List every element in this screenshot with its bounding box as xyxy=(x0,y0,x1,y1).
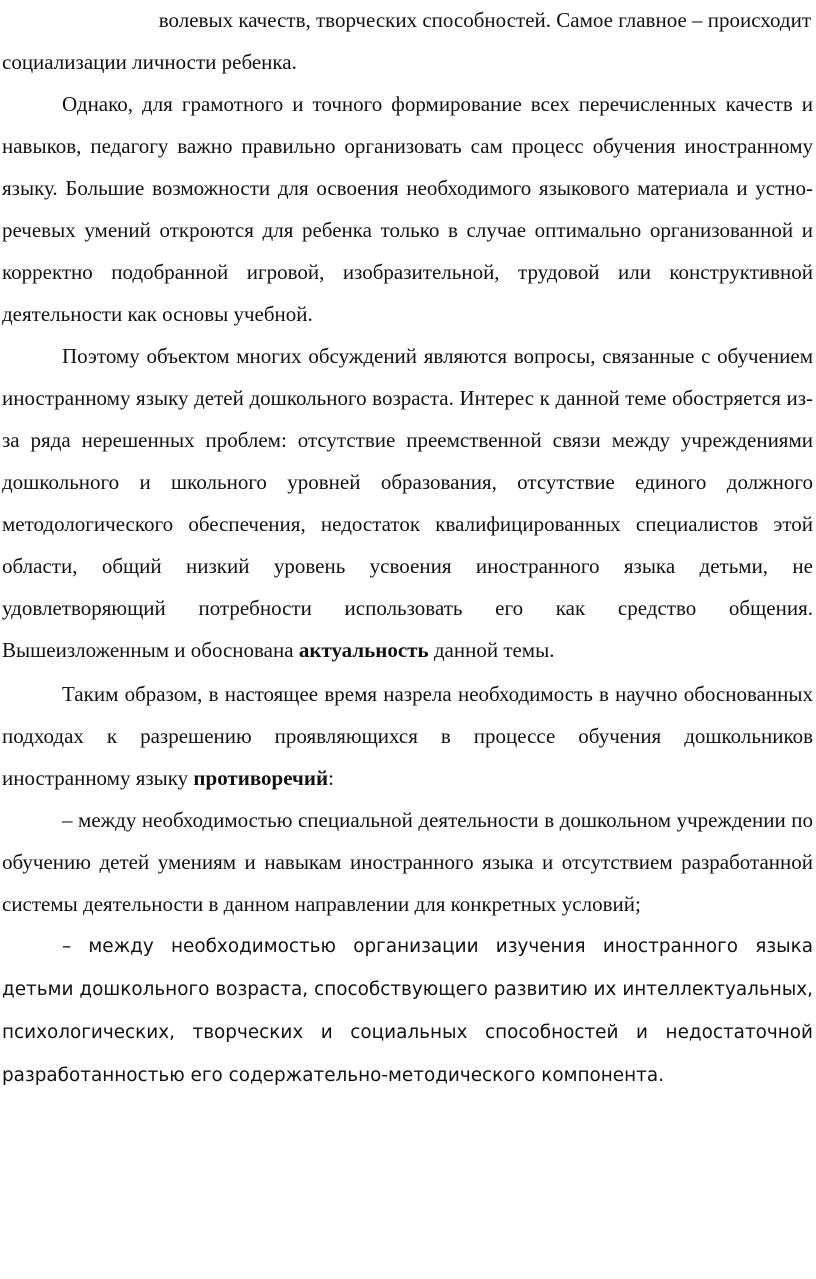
relevance-term: актуальность xyxy=(298,638,429,662)
paragraph-relevance-end: данной темы. xyxy=(428,638,555,662)
paragraph-relevance-text: Поэтому объектом многих обсуждений являются вопросы, связанные с обучением иностранному языку детей дошкольного возраста. Интерес к данной теме обостряется из-за ряда нерешенных проблем: отсутствие преемственной связи между учреждениями дошкольного и школьного уровней образования, отсутствие единого должного методологического обеспечения, недостаток квалифицированных специалистов этой области, общий низкий уровень усвоения иностранного языка детьми, не удовлетворяющий потребности использовать его как средство общения. Вышеизложенным и обоснована xyxy=(2,344,813,662)
paragraph-contradictions-intro xyxy=(2,673,813,799)
paragraph-continuation xyxy=(2,0,813,83)
contradiction-item-2: – между необходимостью организации изучения иностранного языка детьми дошкольного возраста, способствующего развитию их интеллектуальных, психологических, творческих и социальных способностей и недостаточной разработанностью его содержательно-методического компонента. xyxy=(2,936,813,1086)
paragraph-contradictions-end: : xyxy=(328,766,334,790)
paragraph-organization: Однако, для грамотного и точного формирование всех перечисленных качеств и навыков, педагогу важно правильно организовать сам процесс обучения иностранному языку. Большие возможности для освоения необходимого языкового материала и устно-речевых умений откроются для ребенка только в случае оптимально организованной и корректно подобранной игровой, изобразительной, трудовой или конструктивной деятельности как основы учебной. xyxy=(2,92,813,326)
paragraph-relevance xyxy=(2,335,813,671)
paragraph-continuation-line-2: социализации личности ребенка. xyxy=(2,50,297,74)
contradiction-item-1: – между необходимостью специальной деятельности в дошкольном учреждении по обучению детей умениям и навыкам иностранного языка и отсутствием разработанной системы деятельности в данном направлении для конкретных условий; xyxy=(2,808,813,916)
contradictions-term: противоречий xyxy=(193,766,329,790)
paragraph-contradictions-text: Таким образом, в настоящее время назрела необходимость в научно обоснованных подходах к разрешению проявляющихся в процессе обучения дошкольников иностранному языку xyxy=(2,682,813,790)
paragraph-continuation-line-1: волевых качеств, творческих способностей. Самое главное – происходит xyxy=(158,8,811,32)
